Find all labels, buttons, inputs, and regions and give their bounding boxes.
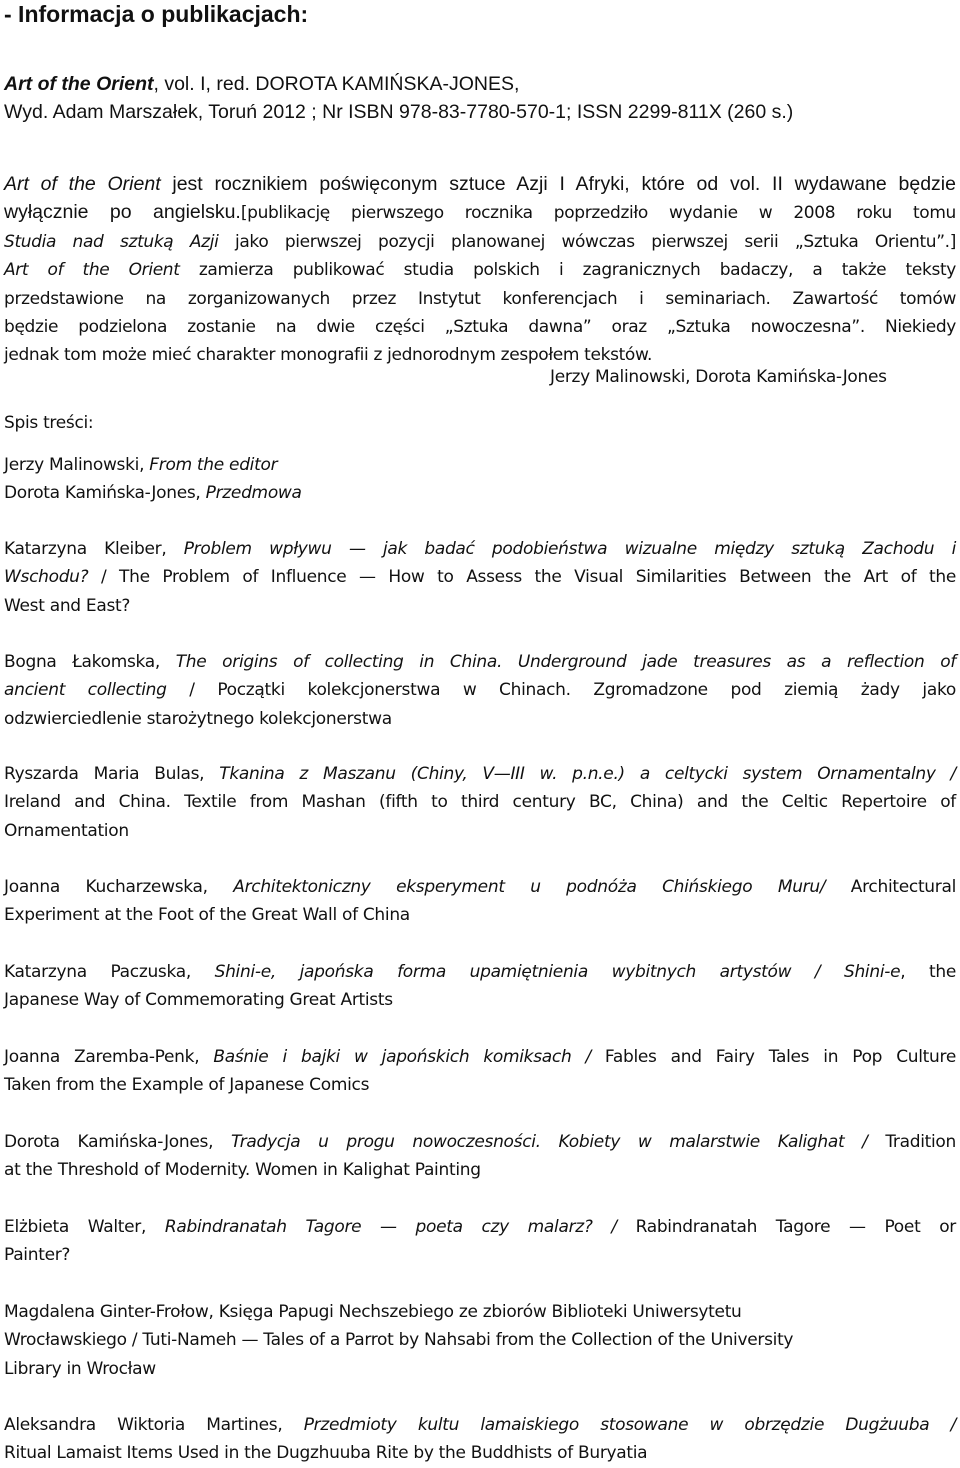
- intro-text: wyłącznie po angielsku.: [4, 201, 241, 224]
- entry-title: Przedmioty kultu lamaiskiego stosowane w obrzędzie Dugżuuba /: [303, 1415, 956, 1435]
- intro-paragraph: [4, 170, 956, 370]
- entry-line: [4, 676, 956, 704]
- entry-title: ancient collecting: [4, 680, 167, 701]
- entry-line: Library in Wrocław: [4, 1358, 156, 1379]
- entry-line: Taken from the Example of Japanese Comics: [4, 1075, 370, 1096]
- entry-title: Shini-e, japońska forma upamiętnienia wybitnych artystów / Shini-e: [214, 962, 901, 982]
- list-item: [4, 1043, 956, 1100]
- page-heading: - Informacja o publikacjach:: [4, 1, 309, 27]
- list-item: [4, 1128, 956, 1185]
- entry-text: Fables and Fairy Tales in Pop Culture: [590, 1047, 956, 1067]
- list-item: [4, 873, 956, 930]
- entry-line: West and East?: [4, 595, 131, 616]
- entry-text: Rabindranatah Tagore — Poet or: [616, 1217, 956, 1237]
- entry-line: Ireland and China. Textile from Mashan (fifth to third century BC, China) and the Celtic Repertoire of: [4, 792, 956, 813]
- entry-text: Architectural: [825, 877, 957, 897]
- entry-line: Painter?: [4, 1245, 71, 1266]
- intro-line: [4, 228, 956, 256]
- toc-label: [4, 409, 956, 437]
- entry-line: [4, 563, 956, 591]
- intro-line: [4, 256, 956, 284]
- intro-line: [4, 198, 956, 227]
- entry-text: / Początki kolekcjonerstwa w Chinach. Zgromadzone pod ziemią żady jako: [166, 680, 956, 701]
- entry-line: [4, 958, 956, 986]
- entry-line: [4, 535, 956, 563]
- intro-text: zamierza publikować studia polskich i zagranicznych badaczy, a także teksty: [179, 260, 956, 281]
- entry-line: [4, 1043, 956, 1071]
- intro-text: jest rocznikiem poświęconym sztuce Azji I Afryki, które od vol. II wydawane będzie: [160, 173, 956, 195]
- entry-line: [4, 873, 956, 901]
- entry-title: Baśnie i bajki w japońskich komiksach /: [213, 1047, 591, 1067]
- publication-info: [4, 70, 956, 126]
- entry-line: [4, 760, 956, 788]
- entry-line: Magdalena Ginter-Frołow, Księga Papugi Nechszebiego ze zbiorów Biblioteki Uniwersytetu: [4, 1302, 742, 1322]
- entry-author: Katarzyna Kleiber,: [4, 539, 184, 559]
- entry-author: Katarzyna Paczuska,: [4, 962, 215, 982]
- intro-line: jednak tom może mieć charakter monografii z jednorodnym zespołem tekstów.: [4, 345, 653, 366]
- list-item: [4, 1213, 956, 1270]
- entry-author: Ryszarda Maria Bulas,: [4, 764, 220, 784]
- entry-line: [4, 1128, 956, 1156]
- entry-line: [4, 648, 956, 676]
- entry-line: at the Threshold of Modernity. Women in Kalighat Painting: [4, 1160, 481, 1181]
- toc-label-text: Spis treści:: [4, 413, 94, 433]
- list-item: [4, 1298, 956, 1383]
- entry-author: Dorota Kamińska-Jones,: [4, 1132, 231, 1152]
- publication-title-line: [4, 70, 956, 98]
- publication-title: Art of the Orient: [4, 73, 154, 95]
- entry-line: [4, 1213, 956, 1241]
- entry-line: Wrocławskiego / Tuti-Nameh — Tales of a Parrot by Nahsabi from the Collection of the University: [4, 1330, 794, 1351]
- entry-author: Bogna Łakomska,: [4, 652, 176, 672]
- entry-author: Joanna Kucharzewska,: [4, 877, 234, 897]
- intro-title: Art of the Orient: [4, 173, 161, 195]
- entry-title: Rabindranatah Tagore — poeta czy malarz? /: [164, 1217, 617, 1237]
- entry-line: Japanese Way of Commemorating Great Artists: [4, 990, 393, 1011]
- entry-title: The origins of collecting in China. Underground jade treasures as a reflection of: [175, 652, 956, 672]
- entry-title: Architektoniczny eksperyment u podnóża Chińskiego Muru/: [233, 877, 826, 897]
- entry-line: Ornamentation: [4, 820, 129, 841]
- entry-title: From the editor: [149, 455, 278, 475]
- entry-text: , the: [900, 962, 956, 982]
- intro-text: jako pierwszej pozycji planowanej wówczas pierwszej serii „Sztuka Orientu”.]: [218, 231, 957, 252]
- intro-title: Art of the Orient: [4, 260, 180, 281]
- entry-author: Dorota Kamińska-Jones,: [4, 483, 206, 504]
- intro-line: [4, 170, 956, 198]
- entry-title: Problem wpływu — jak badać podobieństwa wizualne między sztuką Zachodu i: [183, 539, 956, 559]
- entry-text: / The Problem of Influence — How to Assess the Visual Similarities Between the Art of the: [88, 567, 956, 588]
- list-item: [4, 479, 956, 507]
- entry-line: Experiment at the Foot of the Great Wall of China: [4, 905, 410, 926]
- entry-line: [4, 1411, 956, 1439]
- intro-text: [publikację pierwszego rocznika poprzedziło wydanie w 2008 roku tomu: [240, 203, 956, 224]
- entry-author: Joanna Zaremba-Penk,: [4, 1047, 214, 1067]
- entry-line: odzwierciedlenie starożytnego kolekcjonerstwa: [4, 708, 392, 729]
- list-item: [4, 760, 956, 845]
- publication-editor: , vol. I, red. DOROTA KAMIŃSKA-JONES,: [153, 73, 520, 95]
- list-item: [4, 451, 956, 479]
- entry-title: Przedmowa: [205, 483, 302, 504]
- entry-line: Ritual Lamaist Items Used in the Dugzhuuba Rite by the Buddhists of Buryatia: [4, 1443, 648, 1464]
- publication-isbn-line: Wyd. Adam Marszałek, Toruń 2012 ; Nr ISBN 978-83-7780-570-1; ISSN 2299-811X (260 s.): [4, 101, 794, 123]
- intro-line: przedstawione na zorganizowanych przez Instytut konferencjach i seminariach. Zawartość tomów: [4, 288, 956, 309]
- entry-title: Wschodu?: [4, 567, 89, 588]
- list-item: [4, 535, 956, 620]
- intro-line: będzie podzielona zostanie na dwie części „Sztuka dawna” oraz „Sztuka nowoczesna”. Niekiedy: [4, 317, 956, 338]
- intro-title: Studia nad sztuką Azji: [4, 231, 219, 252]
- entry-title: Tradycja u progu nowoczesności. Kobiety w malarstwie Kalighat /: [230, 1132, 868, 1152]
- entry-text: Tradition: [867, 1132, 957, 1152]
- entry-author: Aleksandra Wiktoria Martines,: [4, 1415, 304, 1435]
- editor-entries: [4, 451, 956, 508]
- list-item: [4, 1411, 956, 1468]
- entry-author: Jerzy Malinowski,: [4, 455, 150, 475]
- entry-author: Elżbieta Walter,: [4, 1217, 165, 1237]
- entry-title: Tkanina z Maszanu (Chiny, V—III w. p.n.e.) a celtycki system Ornamentalny /: [219, 764, 956, 784]
- list-item: [4, 958, 956, 1015]
- signature: Jerzy Malinowski, Dorota Kamińska-Jones: [550, 367, 887, 387]
- list-item: [4, 648, 956, 733]
